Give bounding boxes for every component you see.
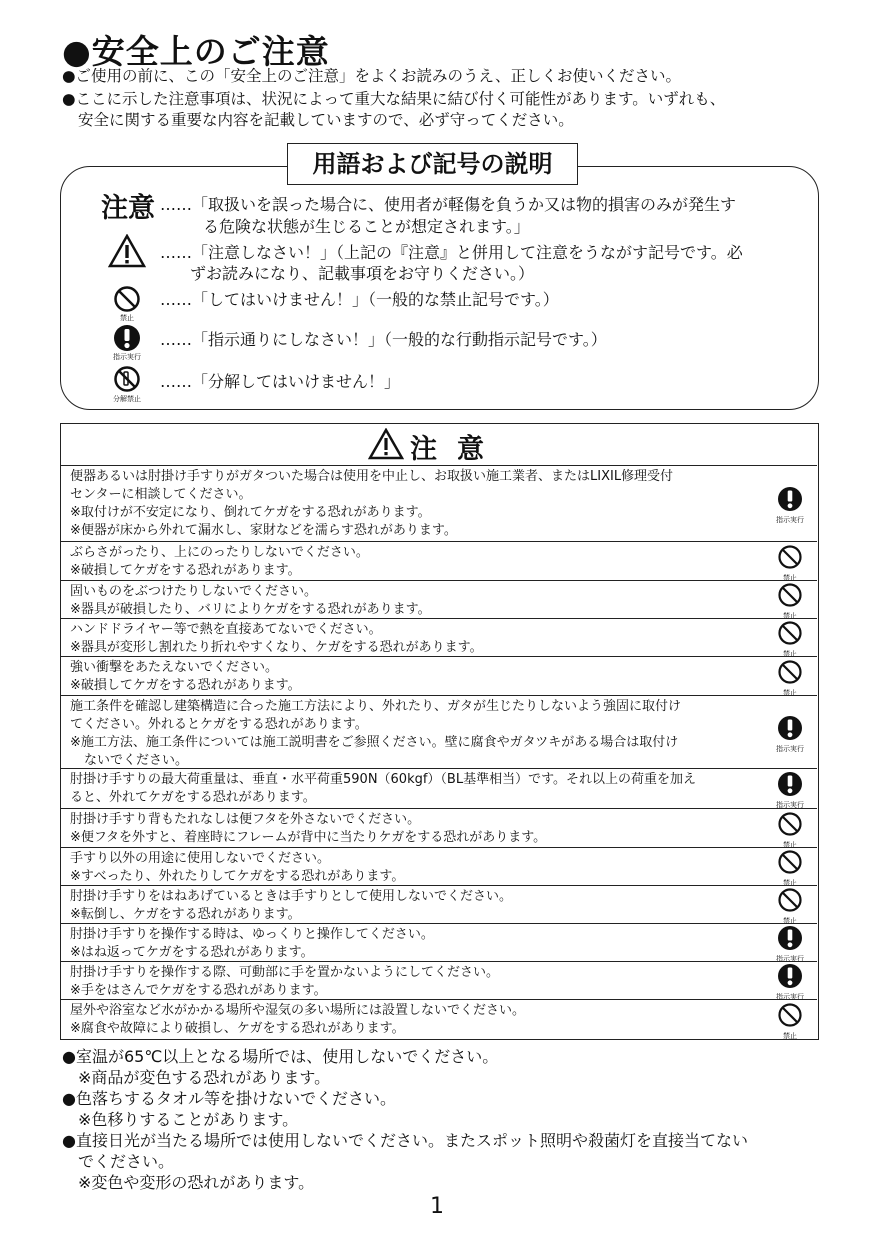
row-text-line: 屋外や浴室など水がかかる場所や湿気の多い場所には設置しないでください。 bbox=[70, 1003, 526, 1018]
no-disassembly-icon bbox=[113, 365, 141, 393]
table-row bbox=[60, 961, 817, 1000]
no-disassembly-label: 分解禁止 bbox=[113, 395, 141, 403]
row-text-line: ※手をはさんでケガをする恐れがあります。 bbox=[70, 983, 327, 998]
glossary-heading: 用語および記号の説明 bbox=[287, 143, 578, 185]
note-line: ※商品が変色する恐れがあります。 bbox=[78, 1068, 331, 1087]
prohibition-icon bbox=[773, 811, 807, 849]
note-line: ※変色や変形の恐れがあります。 bbox=[78, 1173, 315, 1192]
prohibition-icon bbox=[773, 849, 807, 887]
row-text bbox=[70, 659, 301, 695]
row-text bbox=[70, 964, 499, 1000]
caution-description: る危険な状態が生じることが想定されます。」 bbox=[203, 217, 530, 236]
warning-triangle-icon bbox=[108, 234, 146, 268]
icon-label: 禁止 bbox=[783, 688, 797, 697]
instruction-label: 指示実行 bbox=[113, 353, 141, 361]
icon-label: 禁止 bbox=[783, 650, 797, 658]
icon-label: 禁止 bbox=[783, 879, 797, 887]
row-text bbox=[70, 583, 431, 619]
row-text-line: ぶらさがったり、上にのったりしないでください。 bbox=[70, 545, 369, 560]
note-line: ※色移りすることがあります。 bbox=[78, 1110, 299, 1129]
row-text bbox=[70, 698, 681, 770]
icon-label: 指示実行 bbox=[776, 744, 804, 753]
table-row bbox=[60, 847, 817, 886]
no-disassembly-description: ……「分解してはいけません！」 bbox=[160, 372, 401, 391]
prohibition-icon bbox=[773, 1002, 807, 1040]
intro-line: ●ここに示した注意事項は、状況によって重大な結果に結び付く可能性があります。いずれも、 bbox=[62, 90, 726, 108]
prohibition-icon bbox=[773, 887, 807, 925]
row-text-line: ないでください。 bbox=[84, 753, 189, 768]
row-text-line: 手すり以外の用途に使用しないでください。 bbox=[70, 851, 331, 866]
warning-symbol-description: ……「注意しなさい！」（上記の『注意』と併用して注意をうながす記号です。必 bbox=[160, 243, 743, 262]
table-row bbox=[60, 695, 817, 769]
intro-line: ●ご使用の前に、この「安全上のご注意」をよくお読みのうえ、正しくお使いください。 bbox=[62, 67, 681, 85]
row-text-line: ※破損してケガをする恐れがあります。 bbox=[70, 678, 301, 693]
row-text bbox=[70, 926, 434, 962]
row-text-line: ※便フタを外すと、着座時にフレームが背中に当たりケガをする恐れがあります。 bbox=[70, 830, 547, 845]
row-text-line: ※破損してケガをする恐れがあります。 bbox=[70, 563, 301, 578]
row-text-line: 便器あるいは肘掛け手すりがガタついた場合は使用を中止し、お取扱い施工業者、またはLIXIL修理受付 bbox=[70, 469, 674, 484]
table-row bbox=[60, 923, 817, 962]
icon-label: 禁止 bbox=[783, 840, 797, 849]
row-text-line: ハンドドライヤー等で熱を直接あてないでください。 bbox=[70, 622, 382, 637]
table-row bbox=[60, 618, 817, 657]
row-text-line: ※器具が変形し割れたり折れやすくなり、ケガをする恐れがあります。 bbox=[70, 640, 483, 655]
icon-label: 禁止 bbox=[783, 573, 797, 582]
prohibition-icon bbox=[113, 285, 141, 313]
row-text-line: 固いものをぶつけたりしないでください。 bbox=[70, 584, 318, 599]
instruction-icon bbox=[773, 715, 807, 753]
row-text bbox=[70, 771, 696, 807]
caution-word: 注意 bbox=[101, 193, 155, 224]
row-text bbox=[70, 811, 546, 847]
warning-table-title: 注意 bbox=[410, 434, 504, 465]
row-text bbox=[70, 468, 673, 540]
row-text-line: 肘掛け手すりをはねあげているときは手すりとして使用しないでください。 bbox=[70, 889, 513, 904]
prohibition-icon bbox=[773, 544, 807, 582]
warning-symbol-description: ずお読みになり、記載事項をお守りください。） bbox=[190, 264, 535, 283]
row-text-line: 肘掛け手すりの最大荷重量は、垂直・水平荷重590N（60kgf）（BL基準相当）です。それ以上の荷重を加え bbox=[70, 772, 697, 787]
prohibition-label: 禁止 bbox=[120, 314, 134, 322]
page-number: 1 bbox=[430, 1194, 444, 1219]
row-text-line: ※器具が破損したり、バリによりケガをする恐れがあります。 bbox=[70, 602, 431, 617]
icon-label: 指示実行 bbox=[776, 516, 804, 524]
row-text-line: ※便器が床から外れて漏水し、家財などを濡らす恐れがあります。 bbox=[70, 523, 457, 538]
row-text bbox=[70, 544, 369, 580]
table-row bbox=[60, 580, 817, 619]
table-row bbox=[60, 999, 817, 1039]
instruction-icon bbox=[773, 963, 807, 1001]
icon-label: 禁止 bbox=[783, 612, 797, 620]
row-text-line: 肘掛け手すり背もたれなしは便フタを外さないでください。 bbox=[70, 812, 421, 827]
warning-table-header bbox=[60, 423, 817, 466]
intro-line: 安全に関する重要な内容を記載していますので、必ず守ってください。 bbox=[78, 111, 574, 129]
note-line: ●直接日光が当たる場所では使用しないでください。またスポット照明や殺菌灯を直接当てない bbox=[62, 1131, 748, 1150]
row-text bbox=[70, 1002, 525, 1038]
row-text-line: ※腐食や故障により破損し、ケガをする恐れがあります。 bbox=[70, 1021, 405, 1036]
row-text-line: 強い衝撃をあたえないでください。 bbox=[70, 660, 279, 675]
note-line: ●色落ちするタオル等を掛けないでください。 bbox=[62, 1089, 396, 1108]
instruction-icon bbox=[113, 324, 141, 352]
row-text bbox=[70, 888, 512, 924]
row-text-line: ※施工方法、施工条件については施工説明書をご参照ください。壁に腐食やガタツキがある場合は取付け bbox=[70, 735, 679, 750]
row-text-line: ※転倒し、ケガをする恐れがあります。 bbox=[70, 907, 301, 922]
icon-label: 禁止 bbox=[783, 1031, 797, 1040]
row-text-line: センターに相談してください。 bbox=[70, 487, 252, 502]
row-text-line: ※取付けが不安定になり、倒れてケガをする恐れがあります。 bbox=[70, 505, 431, 520]
instruction-description: ……「指示通りにしなさい！」（一般的な行動指示記号です。） bbox=[160, 330, 607, 349]
row-text-line: 肘掛け手すりを操作する時は、ゆっくりと操作してください。 bbox=[70, 927, 434, 942]
table-row bbox=[60, 541, 817, 581]
instruction-icon bbox=[773, 771, 807, 809]
table-row bbox=[60, 808, 817, 848]
prohibition-description: ……「してはいけません！」（一般的な禁止記号です。） bbox=[160, 290, 559, 309]
row-text-line: てください。外れるとケガをする恐れがあります。 bbox=[70, 717, 368, 732]
page-title: ●安全上のご注意 bbox=[62, 32, 330, 71]
warning-triangle-icon bbox=[368, 428, 404, 460]
table-row bbox=[60, 768, 817, 809]
row-text-line: 施工条件を確認し建築構造に合った施工方法により、外れたり、ガタが生じたりしないよう強固に取付け bbox=[70, 699, 682, 714]
row-text-line: ※はね返ってケガをする恐れがあります。 bbox=[70, 945, 314, 960]
note-line: ●室温が65℃以上となる場所では、使用しないでください。 bbox=[62, 1047, 499, 1066]
instruction-icon bbox=[773, 486, 807, 524]
row-text bbox=[70, 850, 404, 886]
caution-description: ……「取扱いを誤った場合に、使用者が軽傷を負うか又は物的損害のみが発生す bbox=[160, 195, 737, 214]
row-text bbox=[70, 621, 483, 657]
icon-label: 指示実行 bbox=[776, 993, 804, 1001]
row-text-line: ると、外れてケガをする恐れがあります。 bbox=[70, 790, 316, 805]
prohibition-icon bbox=[773, 620, 807, 658]
icon-label: 禁止 bbox=[783, 917, 797, 925]
icon-label: 指示実行 bbox=[776, 801, 804, 809]
prohibition-icon bbox=[773, 659, 807, 697]
instruction-icon bbox=[773, 925, 807, 963]
table-row bbox=[60, 656, 817, 696]
icon-label: 指示実行 bbox=[776, 955, 804, 963]
table-row bbox=[60, 465, 817, 542]
row-text-line: ※すべったり、外れたりしてケガをする恐れがあります。 bbox=[70, 869, 405, 884]
prohibition-icon bbox=[773, 582, 807, 620]
table-row bbox=[60, 885, 817, 924]
row-text-line: 肘掛け手すりを操作する際、可動部に手を置かないようにしてください。 bbox=[70, 965, 500, 980]
note-line: でください。 bbox=[78, 1152, 175, 1171]
